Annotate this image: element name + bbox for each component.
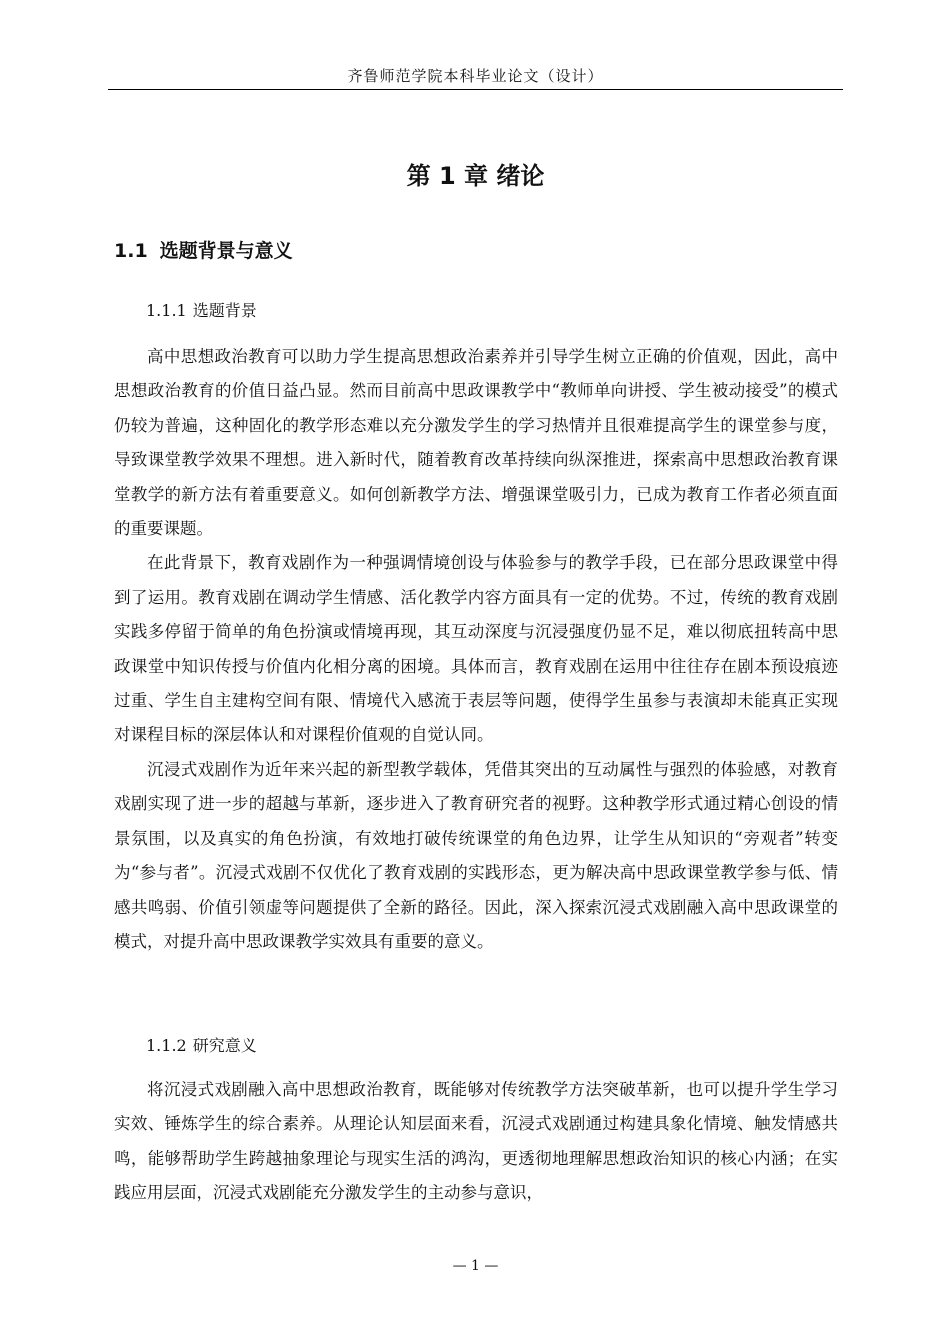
body-paragraph: 沉浸式戏剧作为近年来兴起的新型教学载体，凭借其突出的互动属性与强烈的体验感，对教育戏剧实现了进一步的超越与革新，逐步进入了教育研究者的视野。这种教学形式通过精心创设的情景氛围，以及真实的角色扮演，有效地打破传统课堂的角色边界，让学生从知识的“旁观者”转变为“参与者”。沉浸式戏剧不仅优化了教育戏剧的实践形态，更为解决高中思政课堂教学参与低、情感共鸣弱、价值引领虚等问题提供了全新的路径。因此，深入探索沉浸式戏剧融入高中思政课堂的模式，对提升高中思政课教学实效具有重要的意义。 [114, 759, 838, 951]
header-rule [108, 89, 843, 90]
section-title-text: 选题背景与意义 [159, 240, 293, 262]
background-body [114, 340, 838, 959]
subsection-number: 1.1.1 [146, 301, 187, 320]
body-paragraph: 高中思想政治教育可以助力学生提高思想政治素养并引导学生树立正确的价值观，因此，高中思想政治教育的价值日益凸显。然而目前高中思政课教学中“教师单向讲授、学生被动接受”的模式仍较为普遍，这种固化的教学形态难以充分激发学生的学习热情并且很难提高学生的课堂参与度，导致课堂教学效果不理想。进入新时代，随着教育改革持续向纵深推进，探索高中思想政治教育课堂教学的新方法有着重要意义。如何创新教学方法、增强课堂吸引力，已成为教育工作者必须直面的重要课题。 [114, 347, 838, 539]
body-paragraph: 在此背景下，教育戏剧作为一种强调情境创设与体验参与的教学手段，已在部分思政课堂中得到了运用。教育戏剧在调动学生情感、活化教学内容方面具有一定的优势。不过，传统的教育戏剧实践多停留于简单的角色扮演或情境再现，其互动深度与沉浸强度仍显不足，难以彻底扭转高中思政课堂中知识传授与价值内化相分离的困境。具体而言，教育戏剧在运用中往往存在剧本预设痕迹过重、学生自主建构空间有限、情境代入感流于表层等问题，使得学生虽参与表演却未能真正实现对课程目标的深层体认和对课程价值观的自觉认同。 [114, 553, 838, 745]
subsection-title-text: 研究意义 [192, 1036, 257, 1055]
section-title [114, 236, 293, 266]
subsection-title-background [146, 297, 257, 325]
section-number: 1.1 [114, 240, 148, 262]
chapter-title: 第 1 章 绪论 [406, 162, 545, 190]
subsection-title-significance [146, 1032, 257, 1060]
running-header: 齐鲁师范学院本科毕业论文（设计） [347, 67, 604, 85]
page-number: — 1 — [452, 1258, 499, 1274]
significance-body [114, 1073, 838, 1211]
body-paragraph: 将沉浸式戏剧融入高中思想政治教育，既能够对传统教学方法突破革新，也可以提升学生学习实效、锤炼学生的综合素养。从理论认知层面来看，沉浸式戏剧通过构建具象化情境、触发情感共鸣，能够帮助学生跨越抽象理论与现实生活的鸿沟，更透彻地理解思想政治知识的核心内涵；在实践应用层面，沉浸式戏剧能充分激发学生的主动参与意识， [114, 1080, 838, 1203]
subsection-title-text: 选题背景 [192, 301, 257, 320]
subsection-number: 1.1.2 [146, 1036, 187, 1055]
